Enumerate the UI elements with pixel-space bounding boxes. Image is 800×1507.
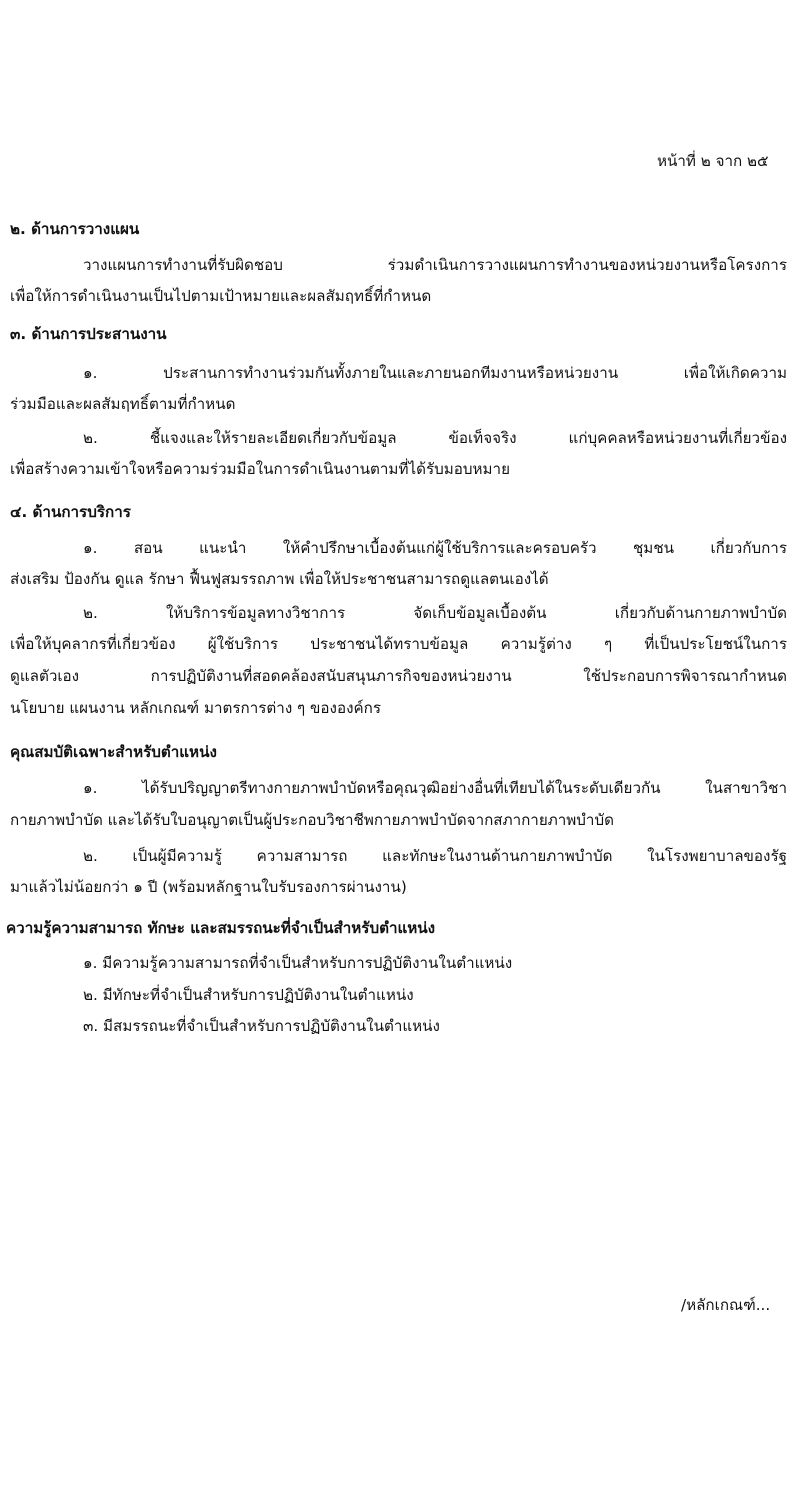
paragraph-line: ร่วมมือและผลสัมฤทธิ์ตามที่กำหนด xyxy=(10,395,236,413)
paragraph-line: ๒. ชี้แจงและให้รายละเอียดเกี่ยวกับข้อมูล ข้อเท็จจริง แก่บุคคลหรือหน่วยงานที่เกี่ยวข้อง xyxy=(83,429,787,447)
paragraph-line: ๑. ประสานการทำงานร่วมกันทั้งภายในและภายนอกทีมงานหรือหน่วยงาน เพื่อให้เกิดความ xyxy=(83,364,787,382)
paragraph-line: กายภาพบำบัด และได้รับใบอนุญาตเป็นผู้ประกอบวิชาชีพกายภาพบำบัดจากสภากายภาพบำบัด xyxy=(10,811,614,829)
paragraph-line: ๒. ให้บริการข้อมูลทางวิชาการ จัดเก็บข้อมูลเบื้องต้น เกี่ยวกับด้านกายภาพบำบัด xyxy=(83,604,787,622)
section-heading-coordination: ๓. ด้านการประสานงาน xyxy=(10,325,167,343)
paragraph-line: วางแผนการทำงานที่รับผิดชอบ ร่วมดำเนินการวางแผนการทำงานของหน่วยงานหรือโครงการ xyxy=(83,256,787,274)
paragraph-line: เพื่อสร้างความเข้าใจหรือความร่วมมือในการดำเนินงานตามที่ได้รับมอบหมาย xyxy=(10,460,510,478)
page-number-header: หน้าที่ ๒ จาก ๒๕ xyxy=(657,152,769,170)
section-heading-competencies: ความรู้ความสามารถ ทักษะ และสมรรถนะที่จำเป็นสำหรับตำแหน่ง xyxy=(6,919,436,937)
section-heading-planning: ๒. ด้านการวางแผน xyxy=(10,220,140,238)
paragraph-line: ดูแลตัวเอง การปฏิบัติงานที่สอดคล้องสนับสนุนภารกิจของหน่วยงาน ใช้ประกอบการพิจารณากำหนด xyxy=(10,667,787,685)
paragraph-line: ๑. ได้รับปริญญาตรีทางกายภาพบำบัดหรือคุณวุฒิอย่างอื่นที่เทียบได้ในระดับเดียวกัน ในสาขาวิชา xyxy=(83,779,787,797)
section-heading-service: ๔. ด้านการบริการ xyxy=(10,503,131,521)
paragraph-line: ๑. สอน แนะนำ ให้คำปรึกษาเบื้องต้นแก่ผู้ใช้บริการและครอบครัว ชุมชน เกี่ยวกับการ xyxy=(83,539,787,557)
paragraph-line: เพื่อให้บุคลากรที่เกี่ยวข้อง ผู้ใช้บริการ ประชาชนได้ทราบข้อมูล ความรู้ต่าง ๆ ที่เป็นประโยชน์ในการ xyxy=(10,635,787,653)
paragraph-line: ส่งเสริม ป้องกัน ดูแล รักษา ฟื้นฟูสมรรถภาพ เพื่อให้ประชาชนสามารถดูแลตนเองได้ xyxy=(10,570,549,588)
continuation-note: /หลักเกณฑ์... xyxy=(681,1296,771,1314)
section-heading-qualifications: คุณสมบัติเฉพาะสำหรับตำแหน่ง xyxy=(10,743,217,761)
list-item: ๑. มีความรู้ความสามารถที่จำเป็นสำหรับการปฏิบัติงานในตำแหน่ง xyxy=(83,954,513,972)
paragraph-line: มาแล้วไม่น้อยกว่า ๑ ปี (พร้อมหลักฐานใบรับรองการผ่านงาน) xyxy=(10,878,407,896)
paragraph-line: นโยบาย แผนงาน หลักเกณฑ์ มาตรการต่าง ๆ ขององค์กร xyxy=(10,699,382,717)
paragraph-line: เพื่อให้การดำเนินงานเป็นไปตามเป้าหมายและผลสัมฤทธิ์ที่กำหนด xyxy=(10,287,432,305)
list-item: ๓. มีสมรรถนะที่จำเป็นสำหรับการปฏิบัติงานในตำแหน่ง xyxy=(83,1017,440,1035)
list-item: ๒. มีทักษะที่จำเป็นสำหรับการปฏิบัติงานในตำแหน่ง xyxy=(83,986,414,1004)
paragraph-line: ๒. เป็นผู้มีความรู้ ความสามารถ และทักษะในงานด้านกายภาพบำบัด ในโรงพยาบาลของรัฐ xyxy=(83,847,787,865)
